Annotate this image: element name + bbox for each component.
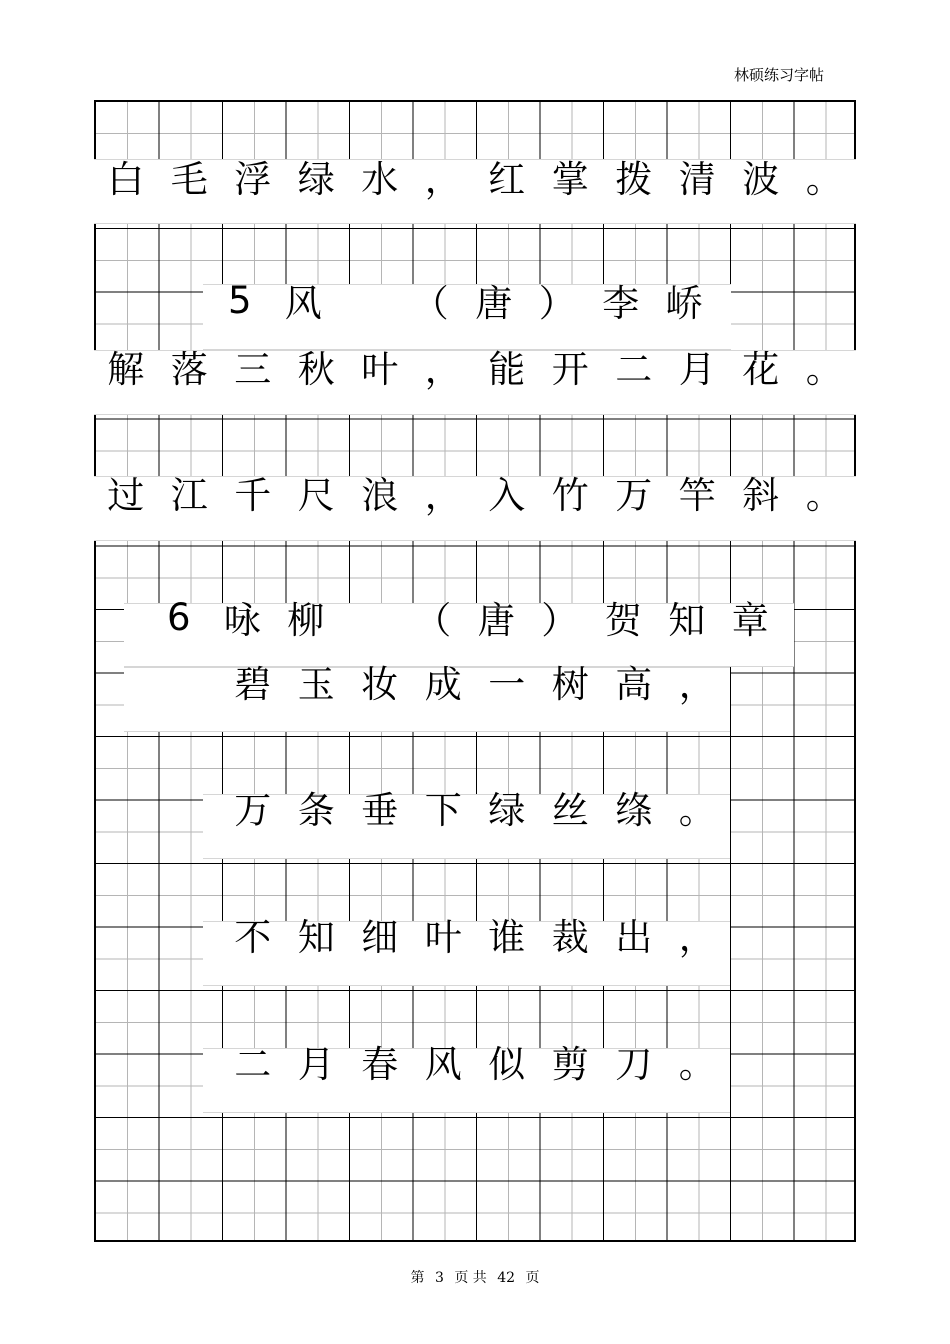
char: （ — [414, 599, 452, 642]
char: ， — [678, 916, 716, 959]
char: 解 — [107, 348, 145, 391]
footer-prefix: 第 — [410, 1270, 425, 1286]
poem-line-9 — [221, 1036, 729, 1086]
footer-suffix: 页 — [525, 1270, 540, 1286]
char: 春 — [361, 1043, 399, 1086]
char: 。 — [678, 789, 716, 832]
char: ， — [424, 158, 462, 201]
char: 高 — [615, 663, 653, 706]
char: 知 — [297, 916, 335, 959]
char: 咏 — [223, 599, 261, 642]
char: 竿 — [678, 474, 716, 517]
char: 白 — [107, 158, 145, 201]
footer-total-pages: 42 — [497, 1270, 516, 1286]
char: 波 — [742, 158, 780, 201]
char: ， — [424, 474, 462, 517]
char: 万 — [234, 789, 272, 832]
char: 垂 — [361, 789, 399, 832]
char: 细 — [361, 916, 399, 959]
char: 下 — [424, 789, 462, 832]
char: 入 — [488, 474, 526, 517]
char: 唐 — [475, 282, 513, 325]
char: 柳 — [287, 599, 325, 642]
char: 掌 — [551, 158, 589, 201]
char: 绿 — [488, 789, 526, 832]
char: 碧 — [234, 663, 272, 706]
char: 剪 — [551, 1043, 589, 1086]
char: 江 — [170, 474, 208, 517]
char: 唐 — [477, 599, 515, 642]
poem-line-4 — [94, 467, 856, 517]
char: 谁 — [488, 916, 526, 959]
char: 水 — [361, 158, 399, 201]
char: 成 — [424, 663, 462, 706]
char: 。 — [805, 474, 843, 517]
poem-title-6 — [147, 592, 782, 642]
char: 风 — [284, 282, 322, 325]
poem-line-7 — [221, 782, 729, 832]
footer-page-number: 3 — [434, 1270, 444, 1286]
char: 清 — [678, 158, 716, 201]
char: 不 — [234, 916, 272, 959]
char: ， — [678, 663, 716, 706]
char: 玉 — [297, 663, 335, 706]
char: 过 — [107, 474, 145, 517]
poem-line-6 — [221, 656, 729, 706]
char: 贺 — [604, 599, 642, 642]
page-footer — [0, 1267, 950, 1287]
char: 浪 — [361, 474, 399, 517]
char: 出 — [615, 916, 653, 959]
char: 花 — [742, 348, 780, 391]
poem-line-8 — [221, 909, 729, 959]
char: 李 — [602, 282, 640, 325]
poem-line-1 — [94, 151, 856, 201]
char: 能 — [488, 348, 526, 391]
char: 二 — [615, 348, 653, 391]
char: 裁 — [551, 916, 589, 959]
char: 三 — [234, 348, 272, 391]
char: 绿 — [297, 158, 335, 201]
char: 红 — [488, 158, 526, 201]
char: ） — [538, 282, 576, 325]
char: （ — [411, 282, 449, 325]
poem-title-5 — [208, 275, 716, 325]
char: 浮 — [234, 158, 272, 201]
poem-number: 5 — [227, 278, 252, 322]
char: 秋 — [297, 348, 335, 391]
char: 叶 — [361, 348, 399, 391]
char: 绦 — [615, 789, 653, 832]
char: 落 — [170, 348, 208, 391]
char: 风 — [424, 1043, 462, 1086]
char: 似 — [488, 1043, 526, 1086]
char: 峤 — [665, 282, 703, 325]
char: ， — [424, 348, 462, 391]
char: 知 — [668, 599, 706, 642]
char: 拨 — [615, 158, 653, 201]
char: 。 — [805, 348, 843, 391]
footer-mid: 页 共 — [454, 1270, 487, 1286]
char: 千 — [234, 474, 272, 517]
char: 尺 — [297, 474, 335, 517]
char: 章 — [731, 599, 769, 642]
char: 条 — [297, 789, 335, 832]
header-title: 林硕练习字帖 — [733, 66, 824, 84]
char: 月 — [297, 1043, 335, 1086]
char: 竹 — [551, 474, 589, 517]
char: 万 — [615, 474, 653, 517]
char: 二 — [234, 1043, 272, 1086]
char: 斜 — [742, 474, 780, 517]
char: 树 — [551, 663, 589, 706]
char: ） — [541, 599, 579, 642]
char: 月 — [678, 348, 716, 391]
char: 毛 — [170, 158, 208, 201]
char: 妆 — [361, 663, 399, 706]
char: 刀 — [615, 1043, 653, 1086]
char: 叶 — [424, 916, 462, 959]
char: 。 — [805, 158, 843, 201]
char: 一 — [488, 663, 526, 706]
char: 。 — [678, 1043, 716, 1086]
poem-line-3 — [94, 341, 856, 391]
char: 丝 — [551, 789, 589, 832]
char: 开 — [551, 348, 589, 391]
poem-number: 6 — [166, 595, 191, 639]
